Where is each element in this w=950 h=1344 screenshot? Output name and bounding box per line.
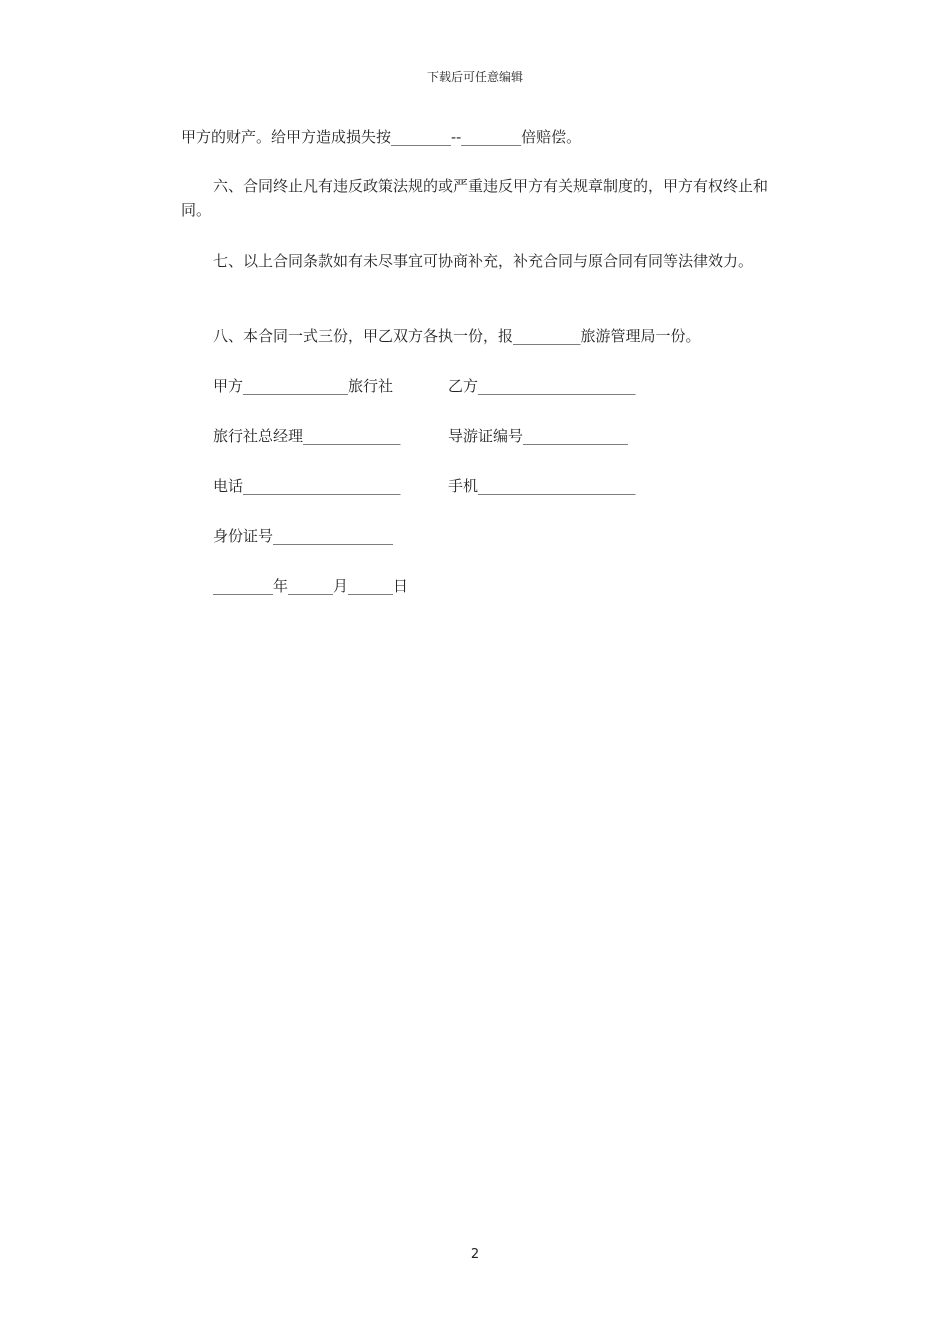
party-a-field: 甲方______________旅行社	[213, 377, 394, 395]
paragraph-text: 六、合同终止凡有违反政策法规的或严重违反甲方有关规章制度的，甲方有权终止和同。	[181, 177, 769, 219]
paragraph-clause-7	[181, 249, 771, 273]
page-header: 下载后可任意编辑	[426, 70, 523, 84]
paragraph-clause-6	[181, 174, 771, 222]
paragraph-text: 八、本合同一式三份，甲乙双方各执一份，报_________旅游管理局一份。	[213, 327, 701, 345]
paragraph-text: 甲方的财产。给甲方造成损失按________--________倍赔偿。	[181, 128, 582, 146]
party-b-field: 乙方_____________________	[448, 377, 636, 395]
paragraph-text: 七、以上合同条款如有未尽事宜可协商补充，补充合同与原合同有同等法律效力。	[213, 252, 754, 270]
page-number: 2	[470, 1247, 480, 1262]
mobile-field: 手机_____________________	[448, 477, 636, 495]
manager-field: 旅行社总经理_____________	[213, 427, 401, 445]
paragraph-clause-8	[181, 324, 771, 348]
paragraph-1	[181, 125, 771, 149]
id-number-field: 身份证号________________	[213, 527, 394, 545]
guide-license-field: 导游证编号______________	[448, 427, 629, 445]
date-field: ________年______月______日	[213, 577, 409, 595]
phone-field: 电话_____________________	[213, 477, 401, 495]
